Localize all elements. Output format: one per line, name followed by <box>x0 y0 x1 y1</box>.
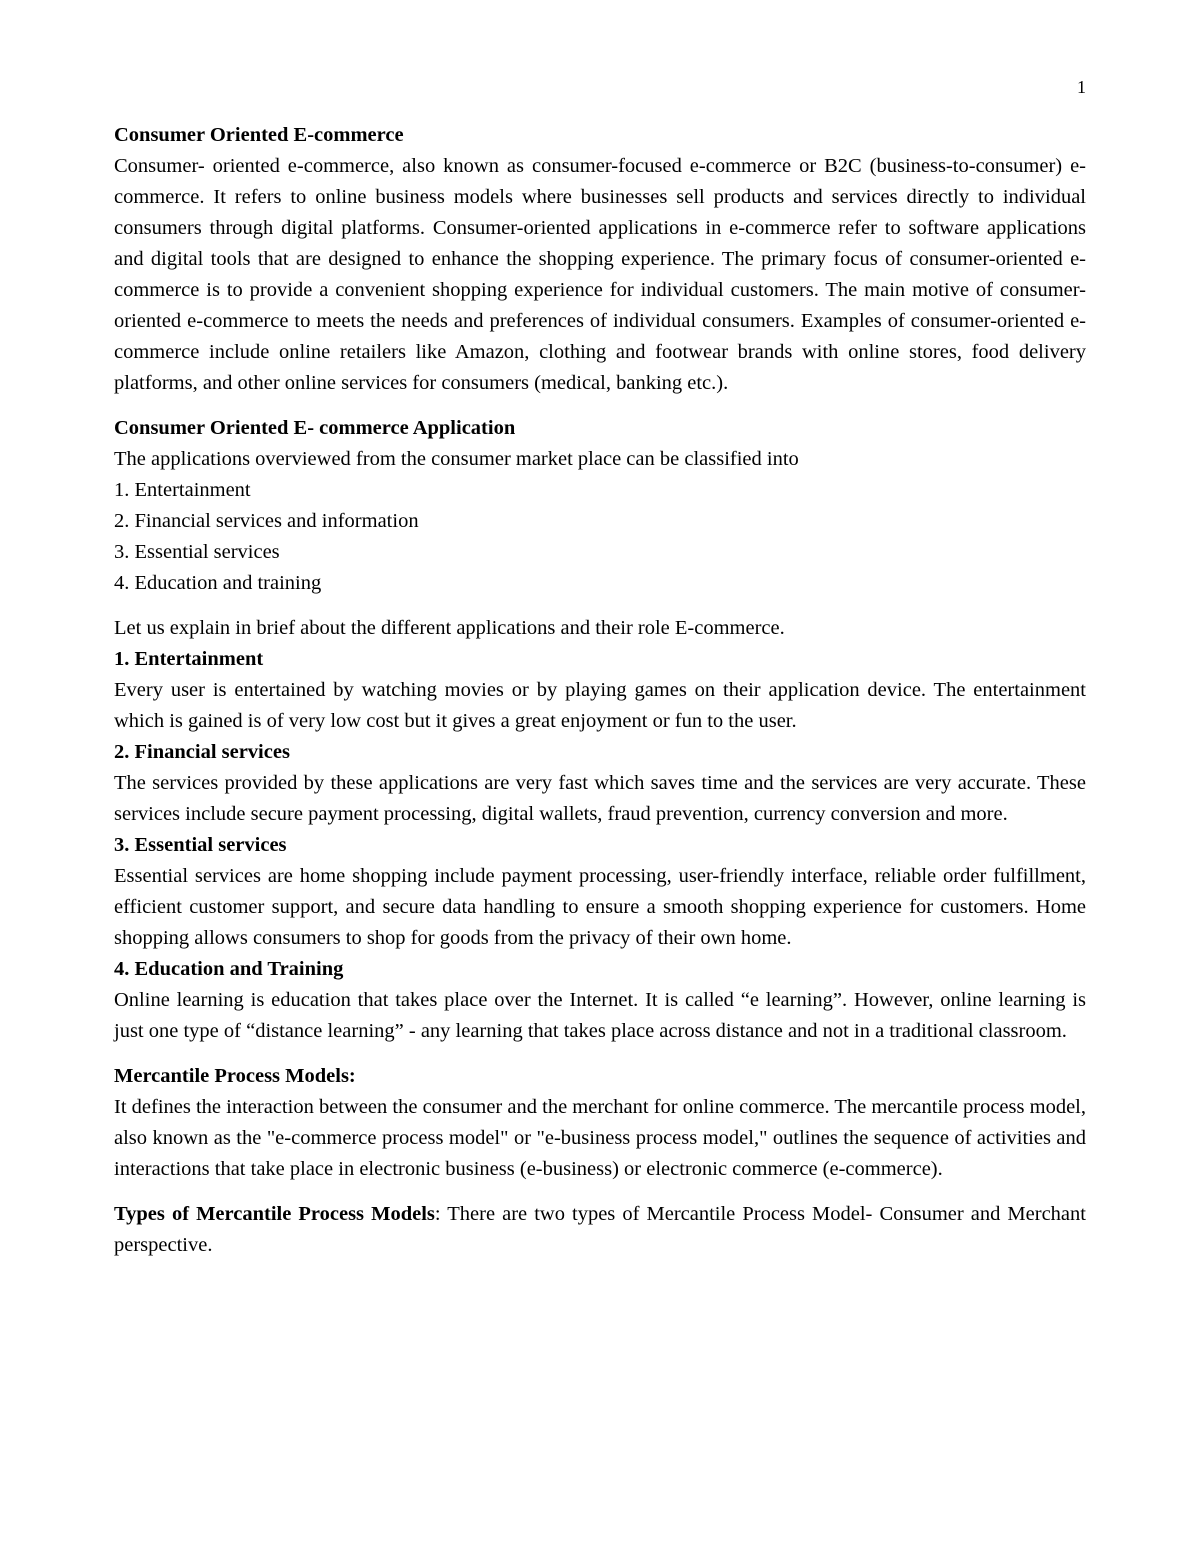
list-item: 2. Financial services and information <box>114 510 419 532</box>
paragraph-education: Online learning is education that takes place over the Internet. It is called “e learning”. However, online learning is just one type of “distance learning” - any learning that takes place across distance and not in a traditional classroom. <box>114 989 1086 1042</box>
types-body: : There are two types of Mercantile Process Model- Consumer and Merchant perspective. <box>114 1203 1086 1256</box>
list-item: 3. Essential services <box>114 541 280 563</box>
paragraph-consumer-oriented: Consumer- oriented e-commerce, also known as consumer-focused e-commerce or B2C (business-to-consumer) e-commerce. It refers to online business models where businesses sell products and services directly to individual consumers through digital platforms. Consumer-oriented applications in e-commerce refer to software applications and digital tools that are designed to enhance the shopping experience. The primary focus of consumer-oriented e-commerce is to provide a convenient shopping experience for individual customers. The main motive of consumer-oriented e-commerce to meets the needs and preferences of individual consumers. Examples of consumer-oriented e-commerce include online retailers like Amazon, clothing and footwear brands with online stores, food delivery platforms, and other online services for consumers (medical, banking etc.). <box>114 155 1086 394</box>
section-heading-financial: 2. Financial services <box>114 741 290 763</box>
paragraph-types <box>114 1199 1086 1261</box>
list-item: 4. Education and training <box>114 572 322 594</box>
paragraph-financial: The services provided by these applications are very fast which saves time and the services are very accurate. These services include secure payment processing, digital wallets, fraud prevention, currency conversion and more. <box>114 772 1086 825</box>
section-heading-entertainment: 1. Entertainment <box>114 648 264 670</box>
types-label: Types of Mercantile Process Models <box>114 1203 435 1225</box>
application-list <box>114 475 1086 599</box>
section-heading-consumer-oriented: Consumer Oriented E-commerce <box>114 124 404 146</box>
list-item: 1. Entertainment <box>114 479 251 501</box>
paragraph-mercantile: It defines the interaction between the consumer and the merchant for online commerce. The mercantile process model, also known as the "e-commerce process model" or "e-business process model," outlines the sequence of activities and interactions that take place in electronic business (e-business) or electronic commerce (e-commerce). <box>114 1096 1086 1180</box>
section-heading-mercantile: Mercantile Process Models: <box>114 1065 356 1087</box>
section-heading-education: 4. Education and Training <box>114 958 344 980</box>
paragraph-explain: Let us explain in brief about the different applications and their role E-commerce. <box>114 617 785 639</box>
document-body <box>114 120 1086 1261</box>
section-heading-essential: 3. Essential services <box>114 834 287 856</box>
page-number: 1 <box>1077 77 1086 97</box>
paragraph-essential: Essential services are home shopping include payment processing, user-friendly interface, reliable order fulfillment, efficient customer support, and secure data handling to ensure a smooth shopping experience for customers. Home shopping allows consumers to shop for goods from the privacy of their own home. <box>114 865 1086 949</box>
section-heading-application: Consumer Oriented E- commerce Application <box>114 417 516 439</box>
paragraph-application-intro: The applications overviewed from the consumer market place can be classified into <box>114 448 799 470</box>
paragraph-entertainment: Every user is entertained by watching movies or by playing games on their application device. The entertainment which is gained is of very low cost but it gives a great enjoyment or fun to the user. <box>114 679 1086 732</box>
